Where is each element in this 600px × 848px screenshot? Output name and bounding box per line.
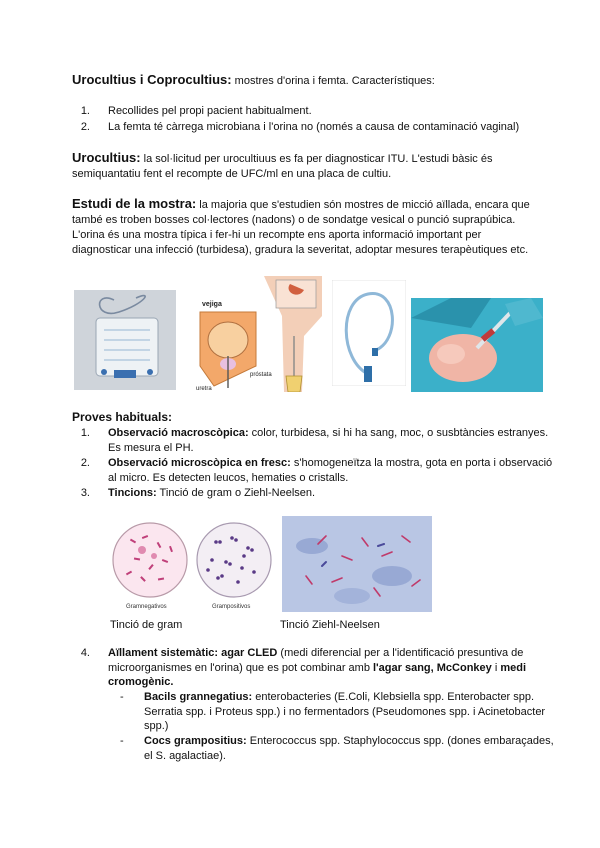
- item-text: s'homogeneïtza la mostra, gota en porta i observació al micro. Es detecten leucos, hematies o cristalls.: [108, 457, 553, 484]
- section-text: la sol·licitud per urocultiuus es fa per diagnosticar ITU. L'estudi bàsic és semiquantatiu fent el recompte de UFC/ml en una placa de cultiu.: [72, 153, 493, 180]
- section-title-urocultius-coprocultius: Urocultius i Coprocultius:: [72, 72, 232, 87]
- sub-item-text: enterobacteries (E.Coli, Klebsiella spp. Enterobacter spp. Serratia spp. i Proteus spp.) i no fermentadors (Pseudomones spp. i Acinetobacter spp.): [144, 691, 546, 732]
- item-label: Observació macroscòpica:: [108, 427, 249, 439]
- suprapubic-puncture-photo: [411, 298, 543, 392]
- item-text: color, turbidesa, si hi ha sang, moc, o susbtàncies estranyes. Es mesura el PH.: [108, 427, 549, 454]
- section-intro: [72, 72, 534, 89]
- ziehl-neelsen-image: [282, 516, 432, 612]
- list-number: 3.: [80, 487, 90, 499]
- label-urethra: uretra: [196, 386, 212, 392]
- section-urocultius: [72, 150, 534, 182]
- item-label: Tincions:: [108, 487, 157, 499]
- urine-bag-photo: [74, 290, 176, 390]
- label-bladder: vejiga: [202, 301, 222, 308]
- item-text: i: [491, 661, 501, 674]
- list-text: La femta té càrrega microbiana i l'orina no (només a causa de contaminació vaginal): [108, 121, 520, 133]
- item-label: Aïllament sistemàtic: agar CLED: [108, 647, 278, 659]
- sub-list-text: [144, 690, 560, 734]
- label-prostate: próstata: [250, 372, 272, 378]
- sub-list-item: [120, 734, 560, 764]
- item-bold-text: l'agar sang, McConkey: [373, 661, 492, 674]
- caption-ziehl-neelsen: Tinció Ziehl-Neelsen: [280, 619, 380, 631]
- item-bold-text: medi cromogènic.: [108, 661, 527, 688]
- item-text: (medi diferencial per a l'identificació presuntiva de microorganismes en l'orina) que es pot combinar amb: [108, 647, 524, 674]
- caption-gram-stain: Tinció de gram: [110, 619, 183, 631]
- sub-list-text: [144, 734, 560, 763]
- label-gram-negative: Gramnegativos: [126, 604, 167, 610]
- item-label: Observació microscòpica en fresc:: [108, 457, 291, 469]
- sub-list-dash: -: [120, 691, 124, 703]
- catheter-tube-photo: [332, 280, 406, 386]
- sub-item-label: Cocs grampositius:: [144, 735, 247, 747]
- section-proves-habituals: [72, 410, 534, 426]
- section-title-proves-habituals: Proves habituals:: [72, 410, 173, 424]
- list-number: 2.: [80, 457, 90, 469]
- list-text: [108, 426, 554, 455]
- section-estudi-mostra: [72, 196, 536, 258]
- list-text: [108, 486, 554, 501]
- list-text: [108, 646, 554, 690]
- item-text: Tinció de gram o Ziehl-Neelsen.: [156, 487, 316, 499]
- gram-stain-image: [112, 518, 274, 612]
- list-number: 2.: [80, 121, 90, 133]
- list-number: 1.: [80, 105, 90, 117]
- section-title-urocultius: Urocultius:: [72, 150, 141, 165]
- list-text: Recollides pel propi pacient habitualment.: [108, 105, 312, 117]
- label-gram-positive: Grampositivos: [212, 604, 251, 610]
- sub-item-text: Enterococcus spp. Staphylococcus spp. (dones embaraçades, el S. agalactiae).: [144, 735, 554, 762]
- bladder-catheter-diagram: [194, 276, 326, 392]
- sub-item-label: Bacils grannegatius:: [144, 691, 253, 703]
- section-text: la majoria que s'estudien són mostres de micció aïllada, encara que també es troben bosses col·lectores (nadons) o de sondatge vesical o punció suprapúbica. L'orina és una mostra típica i fer-hi un recompte ens aporta informació important per diagnosticar una infecció (turbidesa), gradura la severitat, adoptar mesures terapèutiques etc.: [72, 199, 530, 256]
- section-title-estudi-mostra: Estudi de la mostra:: [72, 196, 197, 211]
- list-number: 1.: [80, 427, 90, 439]
- sub-list-item: [120, 690, 560, 736]
- list-text: [108, 456, 554, 485]
- section-intro-text: mostres d'orina i femta. Característiques:: [231, 75, 435, 87]
- sub-list-dash: -: [120, 735, 124, 747]
- list-number: 4.: [80, 647, 90, 659]
- list-item: [72, 646, 552, 692]
